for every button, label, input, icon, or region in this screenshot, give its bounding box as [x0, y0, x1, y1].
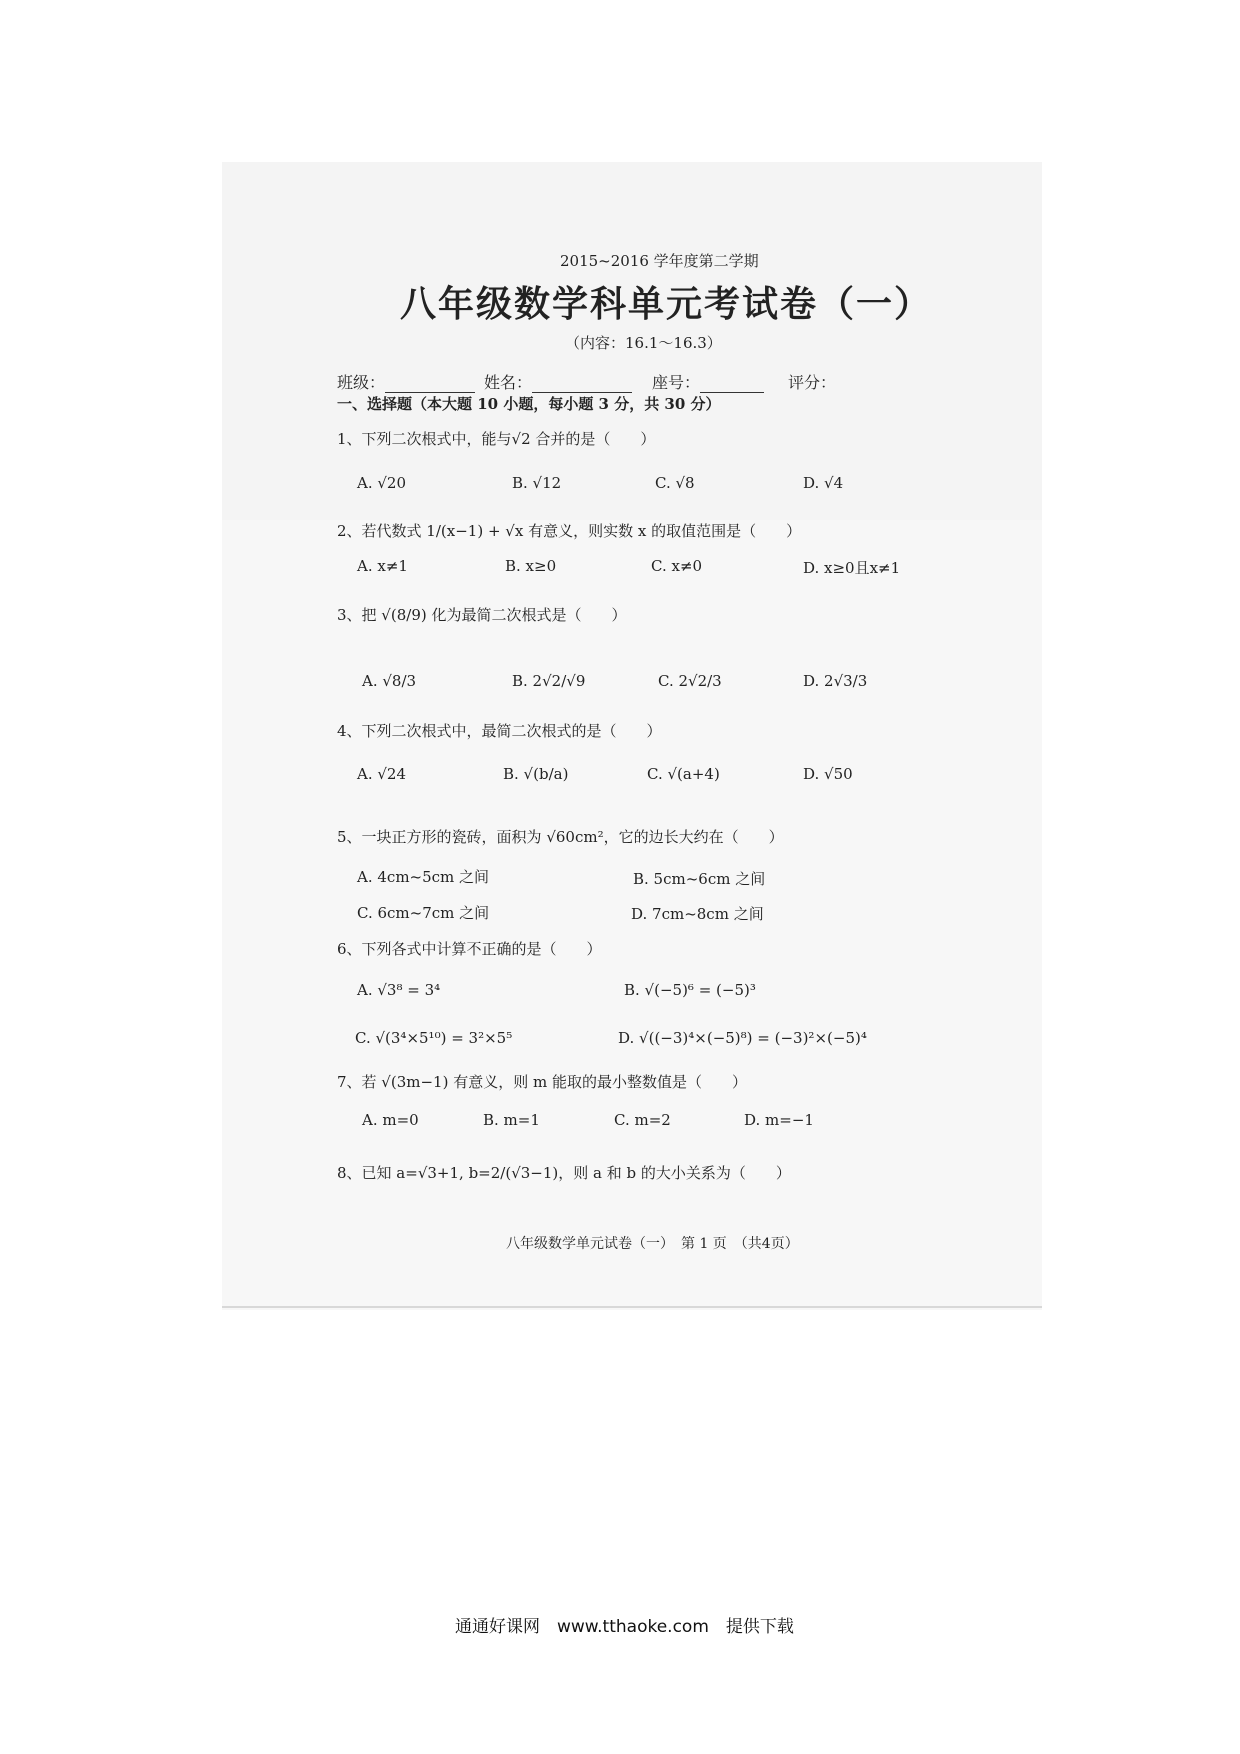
- q5-option-b: B. 5cm~6cm 之间: [633, 870, 766, 888]
- page-title: 八年级数学科单元考试卷（一）: [400, 284, 933, 325]
- seat-label: 座号：: [652, 373, 701, 392]
- scan-edge: [222, 1306, 1042, 1308]
- question-1: 1、下列二次根式中，能与√2 合并的是（ ）: [337, 430, 656, 448]
- q4-option-d: D. √50: [803, 765, 853, 783]
- q1-option-b: B. √12: [512, 474, 562, 492]
- score-field: [788, 370, 836, 393]
- q2-option-d: D. x≥0且x≠1: [803, 559, 901, 577]
- term-subtitle: 2015~2016 学年度第二学期: [560, 252, 759, 270]
- page-footer: 八年级数学单元试卷（一） 第 1 页 （共4页）: [506, 1236, 799, 1252]
- q1-option-c: C. √8: [655, 474, 695, 492]
- question-2: 2、若代数式 1/(x−1) + √x 有意义，则实数 x 的取值范围是（ ）: [337, 522, 802, 540]
- q2-option-c: C. x≠0: [651, 557, 703, 575]
- download-credit: 通通好课网 www.tthaoke.com 提供下载: [455, 1617, 794, 1637]
- q3-option-b: B. 2√2/√9: [512, 672, 586, 690]
- q4-option-c: C. √(a+4): [647, 765, 720, 783]
- question-7: 7、若 √(3m−1) 有意义，则 m 能取的最小整数值是（ ）: [337, 1073, 747, 1091]
- question-3: 3、把 √(8/9) 化为最简二次根式是（ ）: [337, 606, 627, 624]
- question-5: 5、一块正方形的瓷砖，面积为 √60cm²，它的边长大约在（ ）: [337, 828, 784, 846]
- content-range: （内容：16.1～16.3）: [565, 334, 722, 352]
- section-heading: 一、选择题（本大题 10 小题，每小题 3 分，共 30 分）: [337, 395, 721, 413]
- q7-option-d: D. m=−1: [744, 1111, 814, 1129]
- q2-option-a: A. x≠1: [357, 557, 408, 575]
- name-label: 姓名：: [484, 373, 533, 392]
- score-label: 评分：: [788, 373, 837, 392]
- q5-option-c: C. 6cm~7cm 之间: [357, 904, 490, 922]
- question-4: 4、下列二次根式中，最简二次根式的是（ ）: [337, 722, 662, 740]
- q6-option-c: C. √(3⁴×5¹⁰) = 3²×5⁵: [355, 1029, 513, 1047]
- q4-option-a: A. √24: [357, 765, 407, 783]
- name-field: [484, 370, 632, 393]
- q5-option-d: D. 7cm~8cm 之间: [631, 905, 764, 923]
- q3-option-a: A. √8/3: [362, 672, 417, 690]
- q1-option-d: D. √4: [803, 474, 844, 492]
- q6-option-b: B. √(−5)⁶ = (−5)³: [624, 981, 756, 999]
- q5-option-a: A. 4cm~5cm 之间: [357, 868, 490, 886]
- q2-option-b: B. x≥0: [505, 557, 557, 575]
- q3-option-c: C. 2√2/3: [658, 672, 722, 690]
- q6-option-a: A. √3⁸ = 3⁴: [357, 981, 441, 999]
- q7-option-c: C. m=2: [614, 1111, 671, 1129]
- q3-option-d: D. 2√3/3: [803, 672, 868, 690]
- question-6: 6、下列各式中计算不正确的是（ ）: [337, 940, 602, 958]
- q6-option-d: D. √((−3)⁴×(−5)⁸) = (−3)²×(−5)⁴: [618, 1029, 867, 1047]
- seat-field: [652, 370, 764, 393]
- class-label: 班级：: [337, 373, 386, 392]
- q4-option-b: B. √(b/a): [503, 765, 569, 783]
- question-8: 8、已知 a=√3+1, b=2/(√3−1)，则 a 和 b 的大小关系为（ ）: [337, 1164, 791, 1182]
- q7-option-b: B. m=1: [483, 1111, 540, 1129]
- q7-option-a: A. m=0: [362, 1111, 419, 1129]
- class-field: [337, 370, 475, 393]
- q1-option-a: A. √20: [357, 474, 407, 492]
